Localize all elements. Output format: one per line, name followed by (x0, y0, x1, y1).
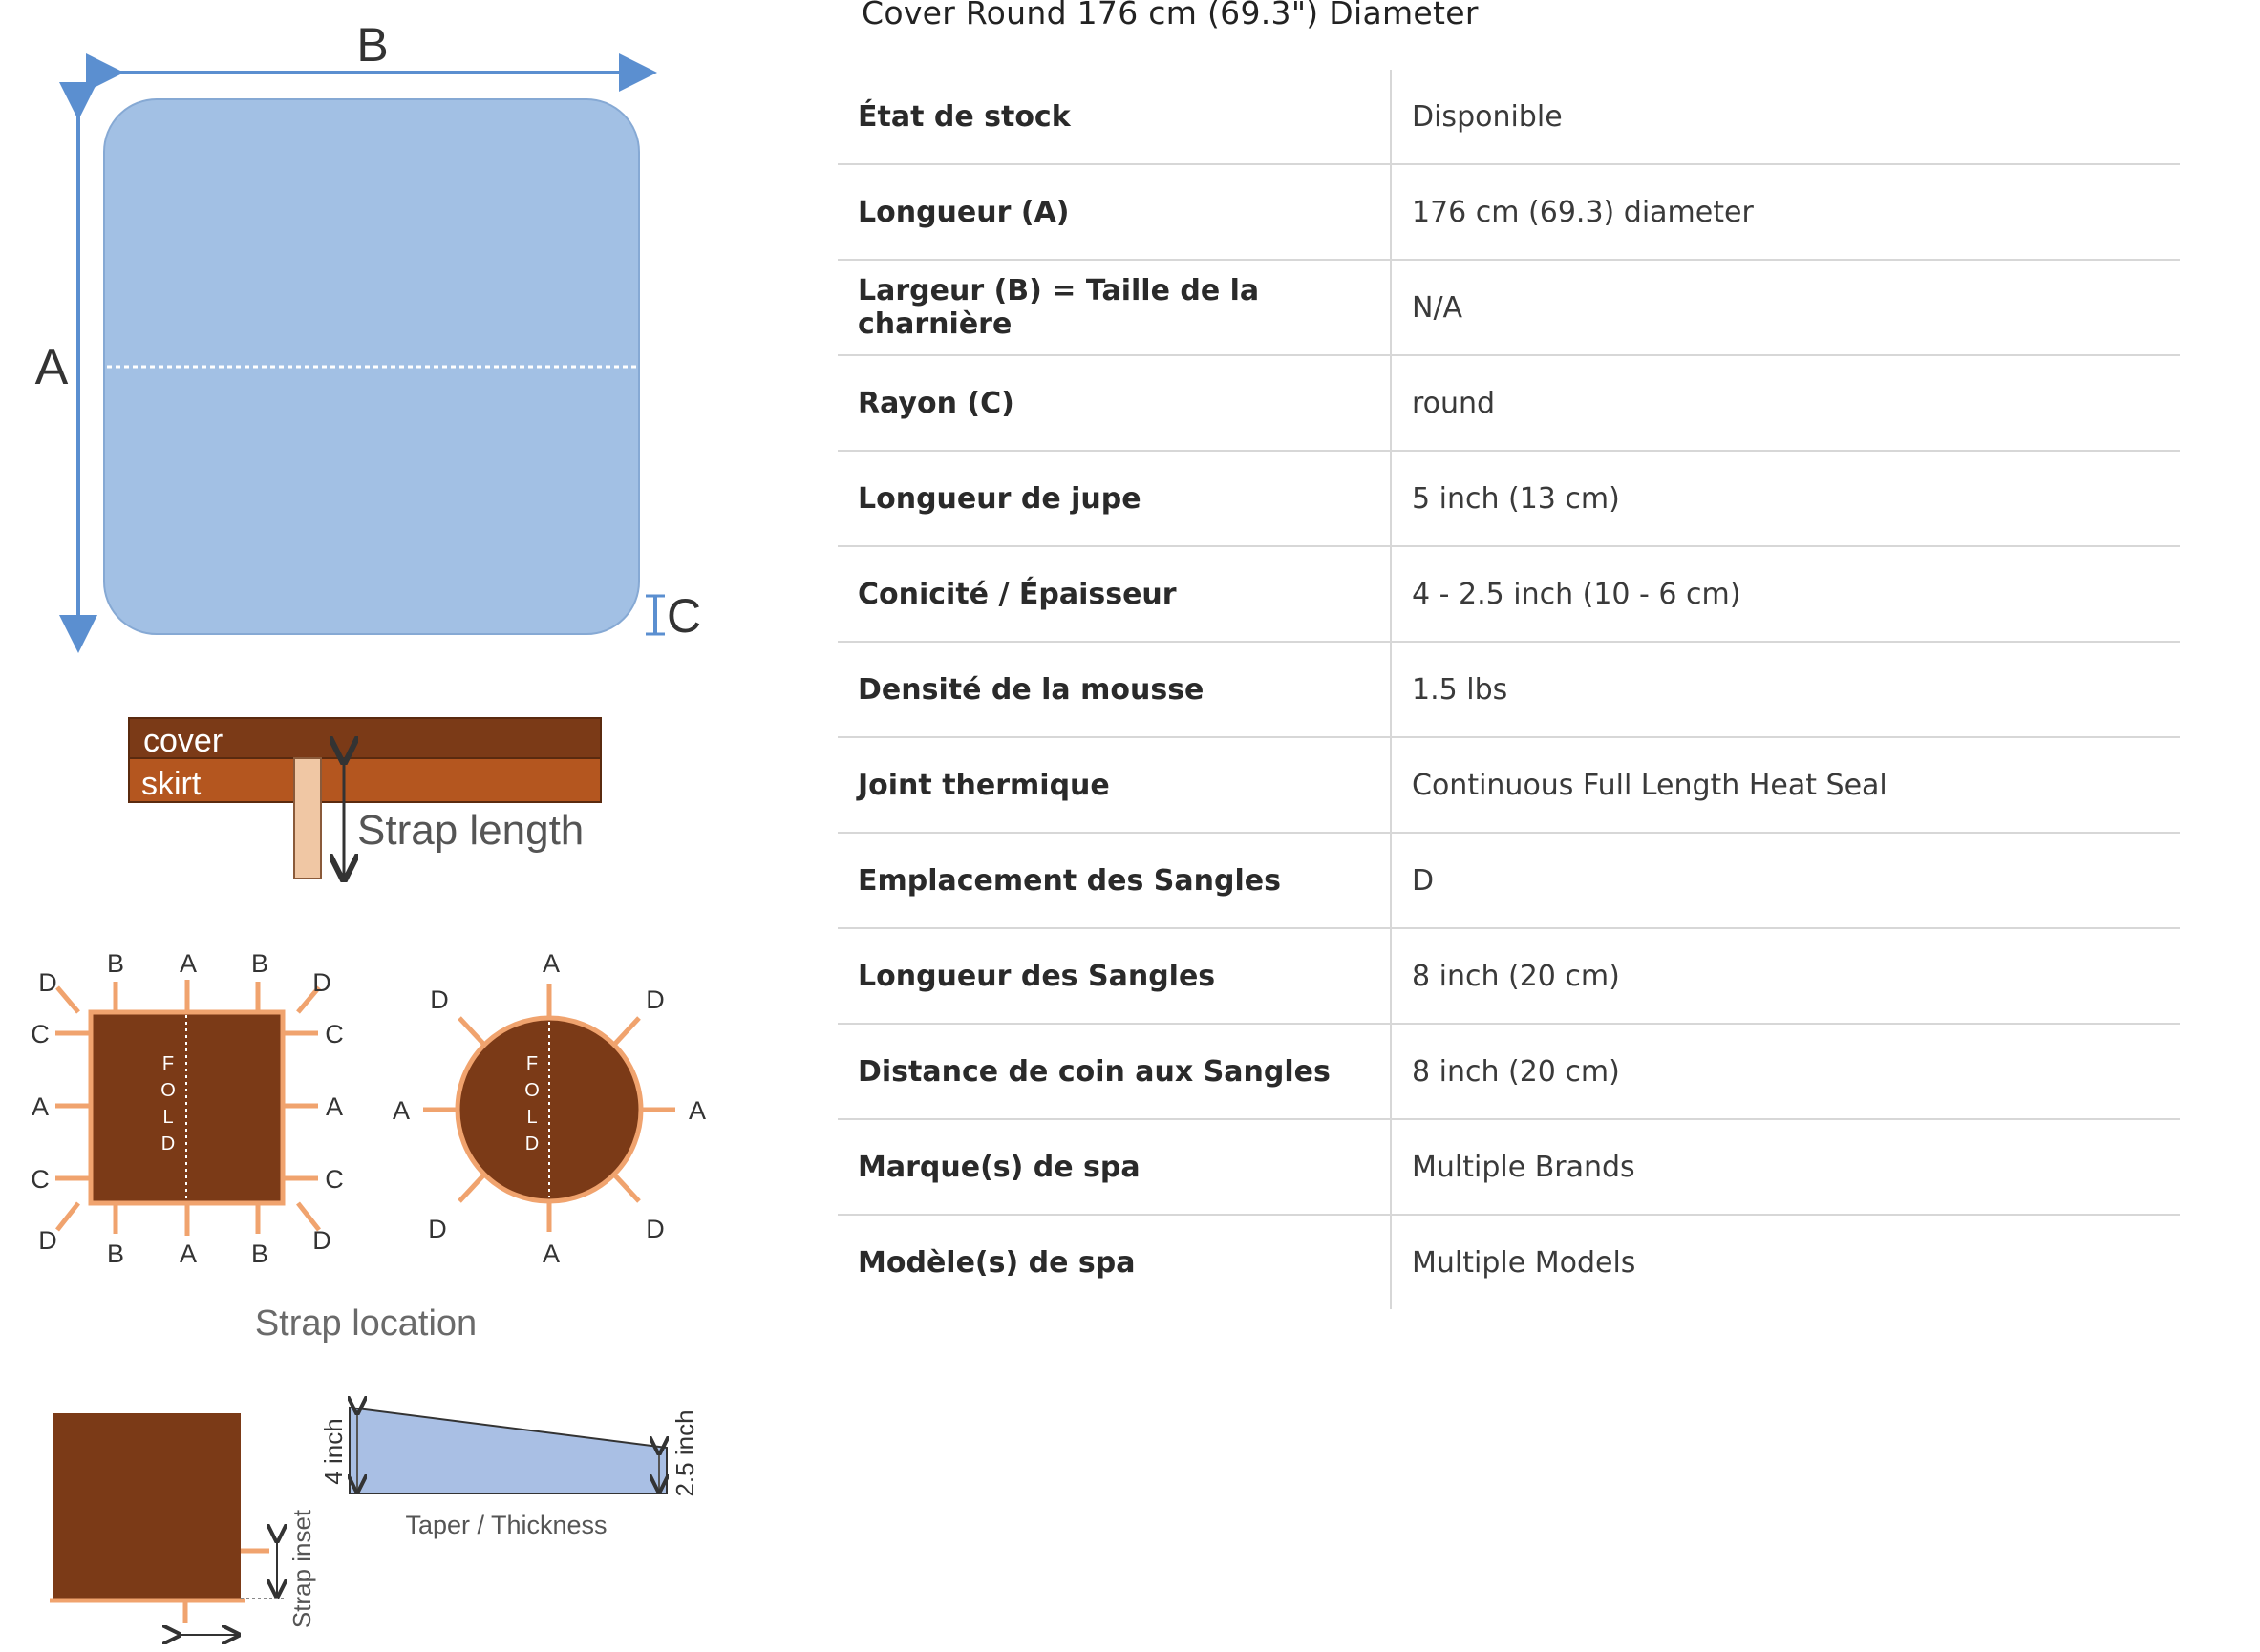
dimension-diagram (35, 18, 701, 643)
spec-label: Modèle(s) de spa (838, 1215, 1391, 1309)
loc-label-d: D (312, 1226, 331, 1255)
spec-row (838, 1024, 2180, 1119)
fold-letter: F (525, 1053, 539, 1074)
strap-location-title: Strap location (254, 1303, 478, 1344)
spec-row (838, 164, 2180, 260)
inset-square (53, 1413, 241, 1600)
loc-label-b: B (106, 1239, 125, 1268)
radius-label-c: C (666, 589, 702, 643)
loc-label-d: D (646, 1215, 665, 1243)
spec-row (838, 833, 2180, 928)
length-label-a: A (34, 340, 69, 395)
loc-label-a: A (392, 1096, 411, 1125)
loc-label-c: C (31, 1020, 50, 1048)
loc-label-c: C (31, 1165, 50, 1194)
strap-length-diagram (129, 718, 601, 879)
taper-left-label: 4 inch (319, 1418, 348, 1485)
spec-row (838, 355, 2180, 451)
spec-row (838, 928, 2180, 1024)
spec-value: 8 inch (20 cm) (1391, 928, 2180, 1024)
loc-label-a: A (542, 1239, 561, 1268)
spec-value: round (1391, 355, 2180, 451)
spec-label: Marque(s) de spa (838, 1119, 1391, 1215)
loc-label-a: A (325, 1092, 344, 1121)
fold-letter: F (161, 1053, 175, 1074)
loc-label-c: C (325, 1165, 344, 1194)
spec-label: Longueur de jupe (838, 451, 1391, 546)
spec-value: Disponible (1391, 70, 2180, 164)
diagram-illustration (0, 0, 726, 1648)
spec-row (838, 260, 2180, 355)
spec-value: 8 inch (20 cm) (1391, 1024, 2180, 1119)
strap-location-diagram (31, 949, 706, 1344)
spec-row (838, 1119, 2180, 1215)
loc-label-d: D (38, 968, 57, 997)
cover-label: cover (143, 723, 224, 759)
spec-value: 4 - 2.5 inch (10 - 6 cm) (1391, 546, 2180, 642)
strap-inset-label: Strap inset (288, 1509, 316, 1629)
spec-row (838, 642, 2180, 737)
loc-label-a: A (688, 1096, 707, 1125)
width-label-b: B (356, 18, 389, 72)
spec-value: Continuous Full Length Heat Seal (1391, 737, 2180, 833)
fold-letter: D (160, 1133, 176, 1154)
spec-label: Densité de la mousse (838, 642, 1391, 737)
spec-value: 176 cm (69.3) diameter (1391, 164, 2180, 260)
spec-value: N/A (1391, 260, 2180, 355)
spec-label: Longueur (A) (838, 164, 1391, 260)
spec-label: État de stock (838, 70, 1391, 164)
strap (294, 758, 321, 879)
fold-letter: O (524, 1080, 540, 1101)
cover-diagrams (0, 0, 726, 1648)
spec-label: Distance de coin aux Sangles (838, 1024, 1391, 1119)
fold-letter: O (160, 1080, 176, 1101)
loc-label-d: D (646, 985, 665, 1014)
spec-table (838, 70, 2180, 1309)
fold-letter: L (162, 1107, 174, 1128)
taper-diagram (50, 1408, 699, 1635)
spec-row (838, 70, 2180, 164)
spec-value: 1.5 lbs (1391, 642, 2180, 737)
taper-shape (350, 1408, 667, 1493)
loc-label-b: B (250, 949, 269, 978)
loc-label-a: A (542, 949, 561, 978)
loc-label-b: B (106, 949, 125, 978)
taper-caption: Taper / Thickness (405, 1511, 608, 1539)
square-cover (91, 1012, 283, 1203)
strap-length-label: Strap length (357, 807, 585, 854)
loc-label-a: A (31, 1092, 50, 1121)
spec-label: Emplacement des Sangles (838, 833, 1391, 928)
spec-row (838, 451, 2180, 546)
skirt-label: skirt (141, 766, 202, 802)
loc-label-c: C (325, 1020, 344, 1048)
spec-value: Multiple Brands (1391, 1119, 2180, 1215)
spec-row (838, 1215, 2180, 1309)
spec-label: Conicité / Épaisseur (838, 546, 1391, 642)
product-title: Cover Round 176 cm (69.3") Diameter (862, 0, 1479, 32)
spec-row (838, 737, 2180, 833)
loc-label-b: B (250, 1239, 269, 1268)
loc-label-d: D (312, 968, 331, 997)
loc-label-d: D (428, 1215, 447, 1243)
loc-label-d: D (430, 985, 449, 1014)
fold-letter: L (526, 1107, 538, 1128)
spec-row (838, 546, 2180, 642)
spec-value: 5 inch (13 cm) (1391, 451, 2180, 546)
spec-label: Longueur des Sangles (838, 928, 1391, 1024)
loc-label-d: D (38, 1226, 57, 1255)
spec-label: Largeur (B) = Taille de la charnière (838, 260, 1391, 355)
spec-label: Rayon (C) (838, 355, 1391, 451)
loc-label-a: A (179, 1239, 198, 1268)
loc-label-a: A (179, 949, 198, 978)
fold-letter: D (524, 1133, 540, 1154)
spec-value: D (1391, 833, 2180, 928)
spec-label: Joint thermique (838, 737, 1391, 833)
spec-value: Multiple Models (1412, 1245, 1636, 1280)
taper-right-label: 2.5 inch (671, 1409, 699, 1497)
